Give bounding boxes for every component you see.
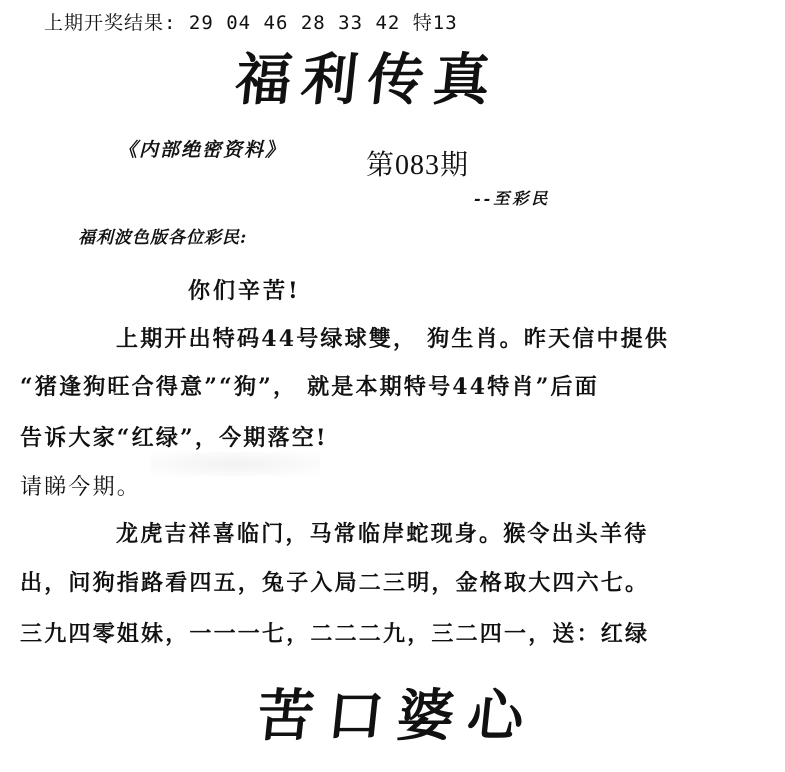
confidential-subtitle: 《内部绝密资料》 — [118, 139, 287, 161]
page-title: 福利传真 — [232, 47, 504, 113]
letter-greeting: 福利波色版各位彩民: — [78, 228, 248, 248]
paragraph-line: 龙虎吉祥喜临门，马常临岸蛇现身。猴令出头羊待 — [116, 521, 649, 547]
issue-number: 第083期 — [366, 150, 470, 181]
paragraph-line: 请睇今期。 — [20, 475, 142, 500]
paragraph-line: 三九四零姐妹，一一一七，二二二九，三二四一，送：红绿 — [20, 621, 650, 647]
paragraph-line: 出，问狗指路看四五，兔子入局二三明，金格取大四六七。 — [20, 570, 650, 596]
last-draw-result: 上期开奖结果: 29 04 46 28 33 42 特13 — [44, 12, 458, 34]
paragraph-line: 上期开出特码44号绿球雙， 狗生肖。昨天信中提供 — [116, 326, 670, 352]
paragraph-line: 告诉大家“红绿”，今期落空! — [20, 425, 328, 451]
letter-salutation: 你们辛苦! — [188, 278, 301, 304]
signature-line: --至彩民 — [474, 189, 551, 208]
footer-title: 苦口婆心 — [254, 683, 542, 749]
paragraph-line: “猪逢狗旺合得意”“狗”， 就是本期特号44特肖”后面 — [20, 374, 599, 400]
scan-smudge — [150, 452, 320, 476]
